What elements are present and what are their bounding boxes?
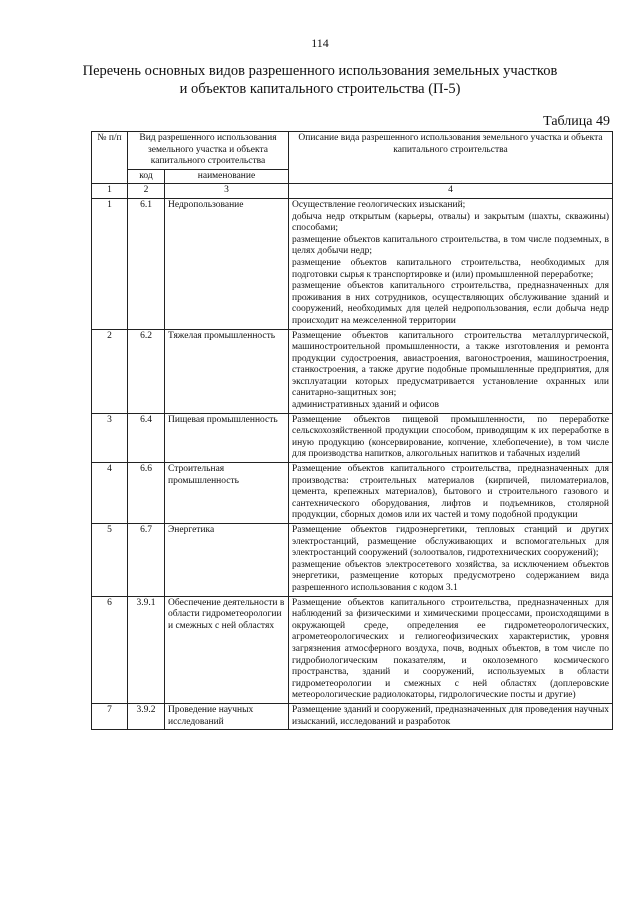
title-line-1: Перечень основных видов разрешенного использования земельных участков <box>82 63 558 79</box>
row-name: Строительная промышленность <box>165 463 289 524</box>
description-paragraph: добыча недр открытым (карьеры, отвалы) и закрытым (шахты, скважины) способами; <box>292 211 609 234</box>
description-paragraph: Размещение зданий и сооружений, предназначенных для проведения научных изысканий, исследований и разработок <box>292 704 609 727</box>
description-paragraph: Размещение объектов капитального строительства, предназначенных для производства: строительных материалов (кирпичей, пиломатериалов, цемента, крепежных материалов), бытового и строительного газового и сантехнического оборудования, лифтов и подъемников, столярной продукции, сборных домов или их частей и тому подобной продукции <box>292 464 609 521</box>
row-number: 1 <box>92 198 128 329</box>
table-row <box>92 524 613 597</box>
description-paragraph: Размещение объектов капитального строительства, предназначенных для наблюдений за физическими и химическими процессами, происходящими в окружающей среде, определения ее гидрометеорологических, агрометеорологических и гелиогеофизических характеристик, уровня загрязнения атмосферного воздуха, почв, водных объектов, в том числе по гидробиологическим показателям, и околоземного космического пространства, зданий и сооружений, используемых в области гидрометеорологии и смежных с ней областях (доплеровские метеорологические радиолокаторы, гидрологические посты и другие) <box>292 597 609 701</box>
row-code: 6.6 <box>128 463 165 524</box>
row-name: Недропользование <box>165 198 289 329</box>
row-number: 7 <box>92 703 128 729</box>
row-description <box>289 596 613 703</box>
row-description <box>289 703 613 729</box>
row-name: Тяжелая промышленность <box>165 329 289 413</box>
table-row <box>92 329 613 413</box>
row-number: 3 <box>92 413 128 462</box>
description-paragraph: Осуществление геологических изысканий; <box>292 199 466 210</box>
title-line-2: и объектов капитального строительства (П-5) <box>179 81 461 97</box>
row-code: 6.1 <box>128 198 165 329</box>
row-description <box>289 413 613 462</box>
description-paragraph: размещение объектов электросетевого хозяйства, за исключением объектов энергетики, размещение которых предусмотрено содержанием вида разрешенного использования с кодом 3.1 <box>292 559 609 593</box>
row-name: Пищевая промышленность <box>165 413 289 462</box>
row-code: 3.9.2 <box>128 703 165 729</box>
description-paragraph: Размещение объектов капитального строительства металлургической, машиностроительной промышленности, а также изготовления и ремонта продукции судостроения, авиастроения, вагоностроения, машиностроения, станкостроения, а также другие подобные промышленные предприятия, для эксплуатации которых предусматривается установление охранных или санитарно-защитных зон; <box>292 330 609 399</box>
description-paragraph: Размещение объектов пищевой промышленности, по переработке сельскохозяйственной продукции способом, приводящим к их переработке в иную продукцию (консервирование, копчение, хлебопечение), в том числе для производства напитков, алкогольных напитков и табачных изделий <box>292 414 609 460</box>
table-row <box>92 596 613 703</box>
table-row <box>92 463 613 524</box>
col-number-2: 2 <box>128 184 165 199</box>
row-number: 5 <box>92 524 128 597</box>
row-name: Проведение научных исследований <box>165 703 289 729</box>
row-description <box>289 329 613 413</box>
row-description <box>289 463 613 524</box>
row-code: 3.9.1 <box>128 596 165 703</box>
table-body <box>92 132 613 730</box>
page-number: 114 <box>311 36 329 50</box>
land-use-table <box>91 131 613 730</box>
row-name: Энергетика <box>165 524 289 597</box>
row-number: 2 <box>92 329 128 413</box>
header-name: наименование <box>165 169 289 184</box>
row-code: 6.4 <box>128 413 165 462</box>
description-paragraph: размещение объектов капитального строительства, необходимых для подготовки сырья к транспортировке и (или) промышленной переработке; <box>292 257 609 280</box>
header-code: код <box>128 169 165 184</box>
header-description: Описание вида разрешенного использования земельного участка и объекта капитального строительства <box>289 132 613 184</box>
table-row <box>92 198 613 329</box>
row-code: 6.2 <box>128 329 165 413</box>
page-title <box>60 62 580 98</box>
table-row <box>92 413 613 462</box>
row-number: 4 <box>92 463 128 524</box>
table-row <box>92 703 613 729</box>
row-name: Обеспечение деятельности в области гидрометеорологии и смежных с ней областях <box>165 596 289 703</box>
column-number-row <box>92 184 613 199</box>
row-code: 6.7 <box>128 524 165 597</box>
row-number: 6 <box>92 596 128 703</box>
row-description <box>289 524 613 597</box>
header-type-group: Вид разрешенного использования земельного участка и объекта капитального строительства <box>128 132 289 170</box>
col-number-4: 4 <box>289 184 613 199</box>
row-description <box>289 198 613 329</box>
description-paragraph: размещение объектов капитального строительства, в том числе подземных, в целях добычи недр; <box>292 234 609 257</box>
header-num: № п/п <box>92 132 128 184</box>
col-number-3: 3 <box>165 184 289 199</box>
description-paragraph: Размещение объектов гидроэнергетики, тепловых станций и других электростанций, размещение обслуживающих и вспомогательных для электростанций сооружений (золоотвалов, гидротехнических сооружений); <box>292 525 609 559</box>
table-caption: Таблица 49 <box>543 114 610 129</box>
description-paragraph: размещение объектов капитального строительства, предназначенных для проживания в них сотрудников, осуществляющих обслуживание зданий и сооружений, необходимых для целей недропользования, если добыча недр происходит на межселенной территории <box>292 281 609 326</box>
header-row <box>92 132 613 170</box>
description-paragraph: административных зданий и офисов <box>292 400 439 411</box>
col-number-1: 1 <box>92 184 128 199</box>
